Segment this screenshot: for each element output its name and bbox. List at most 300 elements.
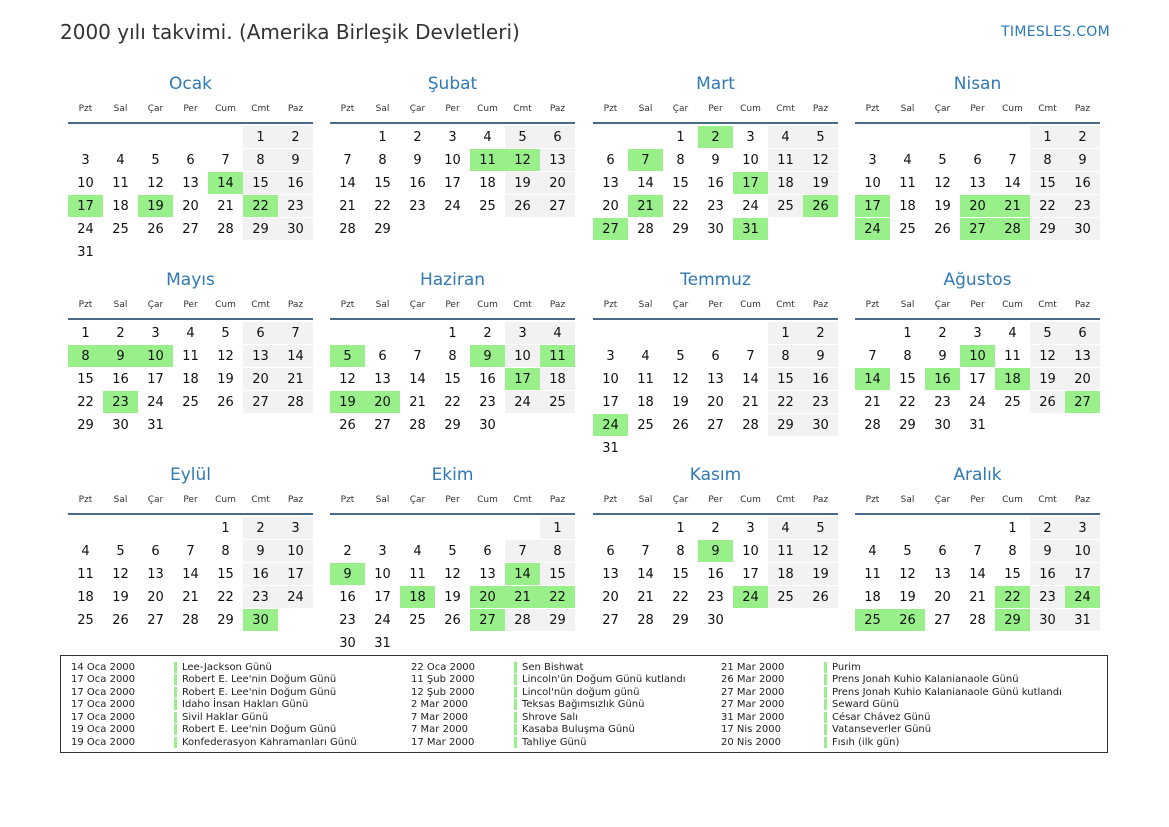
day-cell: 23	[278, 195, 313, 217]
day-cell: 10	[742, 543, 759, 559]
weekday-label: Cum	[477, 300, 498, 310]
empty-cell	[995, 126, 1030, 149]
weekday-label: Cum	[740, 495, 761, 505]
day-cell: 9	[1030, 540, 1065, 562]
day-cell: 22	[217, 589, 234, 605]
day-cell: 20	[602, 198, 619, 214]
day-cell: 5	[676, 348, 685, 364]
weekday-label: Paz	[812, 300, 829, 310]
day-cell: 6	[606, 543, 615, 559]
day-cell: 11	[637, 371, 654, 387]
weekday-label: Cmt	[1038, 104, 1057, 114]
holiday-marker	[824, 699, 827, 710]
weekday-label: Cmt	[776, 300, 795, 310]
weekday-label: Paz	[1074, 104, 1091, 114]
day-cell: 8	[676, 543, 685, 559]
weekday-label: Cmt	[776, 104, 795, 114]
day-cell: 16	[243, 563, 278, 585]
weekday-label: Çar	[672, 300, 689, 310]
holiday-day-cell: 23	[103, 391, 138, 413]
holiday-day-cell: 19	[138, 195, 173, 217]
weekday-label: Paz	[287, 104, 304, 114]
weekday-header	[68, 487, 313, 515]
day-cell: 18	[479, 175, 496, 191]
day-cell: 21	[339, 198, 356, 214]
weekday-label: Sal	[375, 104, 390, 114]
days-grid	[593, 517, 838, 632]
empty-cell	[103, 126, 138, 149]
day-cell: 18	[768, 563, 803, 585]
weekday-label: Sal	[638, 495, 653, 505]
day-cell: 15	[374, 175, 391, 191]
day-cell: 2	[413, 129, 422, 145]
weekday-label: Çar	[147, 300, 164, 310]
holiday-day-cell: 14	[505, 563, 540, 585]
weekday-label: Paz	[549, 300, 566, 310]
weekday-label: Cum	[215, 104, 236, 114]
month-calendar	[593, 463, 838, 632]
day-cell: 19	[217, 371, 234, 387]
holiday-row	[61, 724, 357, 737]
weekday-label: Çar	[934, 104, 951, 114]
day-cell: 15	[899, 371, 916, 387]
day-cell: 3	[973, 325, 982, 341]
month-name: Temmuz	[680, 270, 751, 290]
day-cell: 10	[602, 371, 619, 387]
day-cell: 15	[243, 172, 278, 194]
page-title: 2000 yılı takvimi. (Amerika Birleşik Devletleri)	[60, 20, 520, 44]
day-cell: 31	[374, 635, 391, 651]
day-cell: 1	[221, 520, 230, 536]
day-cell: 24	[77, 221, 94, 237]
day-cell: 1	[768, 322, 803, 344]
holiday-day-cell: 14	[855, 368, 890, 390]
day-cell: 19	[505, 172, 540, 194]
month-calendar	[330, 463, 575, 655]
holiday-day-cell: 24	[855, 218, 890, 240]
day-cell: 2	[803, 322, 838, 344]
day-cell: 29	[672, 221, 689, 237]
empty-cell	[400, 517, 435, 540]
days-grid	[68, 517, 313, 632]
month-name: Mayıs	[166, 270, 215, 290]
day-cell: 28	[742, 417, 759, 433]
holiday-name: Konfederasyon Kahramanları Günü	[182, 736, 357, 748]
day-cell: 25	[479, 198, 496, 214]
empty-cell	[593, 517, 628, 540]
month-calendar	[330, 268, 575, 437]
empty-cell	[925, 517, 960, 540]
empty-cell	[400, 322, 435, 345]
day-cell: 25	[540, 391, 575, 413]
day-cell: 13	[243, 345, 278, 367]
day-cell: 24	[505, 391, 540, 413]
month-calendar	[855, 463, 1100, 632]
empty-cell	[68, 126, 103, 149]
day-cell: 21	[637, 589, 654, 605]
empty-cell	[365, 322, 400, 345]
empty-cell	[698, 322, 733, 345]
holiday-day-cell: 18	[995, 368, 1030, 390]
weekday-label: Çar	[147, 495, 164, 505]
day-cell: 22	[1030, 195, 1065, 217]
month-calendar	[593, 268, 838, 460]
holiday-marker	[174, 724, 177, 735]
empty-cell	[960, 126, 995, 149]
day-cell: 28	[278, 391, 313, 413]
holiday-day-cell: 9	[330, 563, 365, 585]
holiday-day-cell: 24	[733, 586, 768, 608]
holiday-name: Fısıh (ilk gün)	[832, 736, 900, 748]
day-cell: 3	[81, 152, 90, 168]
holiday-date: 17 Nis 2000	[721, 724, 781, 736]
holiday-day-cell: 26	[803, 195, 838, 217]
holiday-date: 14 Oca 2000	[71, 661, 136, 673]
empty-cell	[365, 517, 400, 540]
holiday-name: Robert E. Lee'nin Doğum Günü	[182, 686, 337, 698]
day-cell: 5	[803, 517, 838, 539]
day-cell: 8	[1008, 543, 1017, 559]
day-cell: 3	[1065, 517, 1100, 539]
day-cell: 20	[934, 589, 951, 605]
day-cell: 6	[938, 543, 947, 559]
day-cell: 14	[637, 175, 654, 191]
holiday-row	[61, 699, 357, 712]
day-cell: 4	[768, 126, 803, 148]
days-grid	[593, 322, 838, 460]
empty-cell	[855, 126, 890, 149]
day-cell: 21	[742, 394, 759, 410]
weekday-label: Cum	[740, 104, 761, 114]
day-cell: 18	[182, 371, 199, 387]
day-cell: 29	[444, 417, 461, 433]
day-cell: 6	[151, 543, 160, 559]
weekday-label: Cmt	[776, 495, 795, 505]
days-grid	[68, 126, 313, 264]
day-cell: 20	[707, 394, 724, 410]
month-calendar	[855, 72, 1100, 241]
day-cell: 21	[278, 368, 313, 390]
day-cell: 10	[742, 152, 759, 168]
holiday-day-cell: 26	[890, 609, 925, 631]
day-cell: 5	[803, 126, 838, 148]
weekday-label: Çar	[934, 495, 951, 505]
holiday-day-cell: 11	[540, 345, 575, 367]
day-cell: 14	[637, 566, 654, 582]
day-cell: 7	[186, 543, 195, 559]
holiday-day-cell: 17	[855, 195, 890, 217]
day-cell: 29	[768, 414, 803, 436]
holiday-marker	[174, 737, 177, 748]
day-cell: 6	[378, 348, 387, 364]
weekday-label: Per	[183, 300, 198, 310]
holiday-day-cell: 16	[925, 368, 960, 390]
day-cell: 27	[707, 417, 724, 433]
day-cell: 3	[278, 517, 313, 539]
day-cell: 24	[374, 612, 391, 628]
day-cell: 2	[483, 325, 492, 341]
weekday-label: Sal	[113, 495, 128, 505]
day-cell: 28	[182, 612, 199, 628]
day-cell: 3	[606, 348, 615, 364]
weekday-label: Cum	[215, 495, 236, 505]
weekday-label: Pzt	[78, 300, 93, 310]
day-cell: 6	[711, 348, 720, 364]
weekday-label: Per	[970, 300, 985, 310]
holiday-marker	[514, 699, 517, 710]
holiday-date: 17 Oca 2000	[71, 674, 136, 686]
holiday-day-cell: 24	[593, 414, 628, 436]
holiday-day-cell: 30	[243, 609, 278, 631]
holiday-name: César Chávez Günü	[832, 711, 931, 723]
day-cell: 1	[81, 325, 90, 341]
day-cell: 10	[444, 152, 461, 168]
day-cell: 12	[1030, 345, 1065, 367]
day-cell: 27	[540, 195, 575, 217]
weekday-label: Çar	[672, 495, 689, 505]
weekday-label: Cum	[1002, 495, 1023, 505]
holiday-date: 12 Şub 2000	[411, 686, 475, 698]
day-cell: 27	[374, 417, 391, 433]
day-cell: 27	[602, 612, 619, 628]
empty-cell	[68, 517, 103, 540]
weekday-label: Per	[183, 104, 198, 114]
weekday-label: Paz	[812, 104, 829, 114]
holiday-marker	[514, 662, 517, 673]
holiday-marker	[514, 687, 517, 698]
day-cell: 4	[641, 348, 650, 364]
day-cell: 5	[938, 152, 947, 168]
empty-cell	[470, 517, 505, 540]
day-cell: 9	[413, 152, 422, 168]
day-cell: 25	[768, 586, 803, 608]
holiday-day-cell: 14	[208, 172, 243, 194]
holiday-day-cell: 28	[995, 218, 1030, 240]
weekday-label: Pzt	[603, 104, 618, 114]
day-cell: 15	[672, 566, 689, 582]
day-cell: 22	[672, 589, 689, 605]
days-grid	[855, 126, 1100, 241]
day-cell: 1	[1030, 126, 1065, 148]
empty-cell	[733, 322, 768, 345]
day-cell: 17	[602, 394, 619, 410]
site-link[interactable]: TIMESLES.COM	[1001, 24, 1110, 40]
holiday-date: 19 Oca 2000	[71, 736, 136, 748]
empty-cell	[925, 126, 960, 149]
day-cell: 23	[1065, 195, 1100, 217]
day-cell: 25	[77, 612, 94, 628]
weekday-label: Cum	[477, 104, 498, 114]
day-cell: 21	[409, 394, 426, 410]
weekday-label: Pzt	[603, 300, 618, 310]
weekday-label: Per	[970, 104, 985, 114]
month-calendar	[68, 463, 313, 632]
holiday-name: Tahliye Günü	[522, 736, 587, 748]
month-name: Haziran	[419, 270, 486, 290]
day-cell: 5	[1030, 322, 1065, 344]
weekday-label: Cmt	[1038, 495, 1057, 505]
holiday-name: Shrove Salı	[522, 711, 578, 723]
holiday-day-cell: 9	[103, 345, 138, 367]
day-cell: 10	[278, 540, 313, 562]
day-cell: 3	[151, 325, 160, 341]
day-cell: 23	[707, 589, 724, 605]
holiday-day-cell: 17	[505, 368, 540, 390]
holiday-day-cell: 22	[995, 586, 1030, 608]
day-cell: 6	[1065, 322, 1100, 344]
day-cell: 10	[1065, 540, 1100, 562]
day-cell: 2	[116, 325, 125, 341]
day-cell: 18	[112, 198, 129, 214]
holiday-day-cell: 9	[470, 345, 505, 367]
day-cell: 16	[1065, 172, 1100, 194]
day-cell: 12	[803, 149, 838, 171]
day-cell: 14	[742, 371, 759, 387]
holiday-date: 21 Mar 2000	[721, 661, 785, 673]
day-cell: 26	[505, 195, 540, 217]
day-cell: 30	[479, 417, 496, 433]
day-cell: 1	[378, 129, 387, 145]
weekday-header	[68, 96, 313, 124]
day-cell: 7	[505, 540, 540, 562]
weekday-label: Paz	[287, 300, 304, 310]
empty-cell	[173, 126, 208, 149]
days-grid	[593, 126, 838, 241]
month-name: Nisan	[953, 74, 1002, 94]
day-cell: 20	[602, 589, 619, 605]
day-cell: 29	[374, 221, 391, 237]
day-cell: 12	[147, 175, 164, 191]
holiday-day-cell: 20	[470, 586, 505, 608]
weekday-label: Pzt	[340, 300, 355, 310]
day-cell: 13	[147, 566, 164, 582]
day-cell: 9	[803, 345, 838, 367]
holiday-date: 17 Mar 2000	[411, 736, 475, 748]
weekday-header	[330, 292, 575, 320]
day-cell: 13	[540, 149, 575, 171]
empty-cell	[138, 517, 173, 540]
holiday-date: 31 Mar 2000	[721, 711, 785, 723]
holiday-day-cell: 22	[243, 195, 278, 217]
month-calendar	[68, 72, 313, 264]
day-cell: 30	[339, 635, 356, 651]
month-calendar	[593, 72, 838, 241]
holiday-day-cell: 8	[68, 345, 103, 367]
month-name: Ekim	[431, 465, 474, 485]
weekday-header	[593, 96, 838, 124]
day-cell: 1	[540, 517, 575, 539]
day-cell: 7	[221, 152, 230, 168]
day-cell: 13	[602, 566, 619, 582]
day-cell: 22	[768, 391, 803, 413]
day-cell: 23	[243, 586, 278, 608]
weekday-header	[330, 96, 575, 124]
day-cell: 30	[1065, 218, 1100, 240]
holiday-date: 26 Mar 2000	[721, 674, 785, 686]
day-cell: 5	[505, 126, 540, 148]
holiday-row	[61, 674, 357, 687]
day-cell: 31	[77, 244, 94, 260]
day-cell: 30	[707, 612, 724, 628]
day-cell: 25	[637, 417, 654, 433]
day-cell: 27	[182, 221, 199, 237]
day-cell: 30	[1030, 609, 1065, 631]
day-cell: 16	[707, 175, 724, 191]
day-cell: 2	[938, 325, 947, 341]
holiday-row	[61, 711, 357, 724]
day-cell: 5	[448, 543, 457, 559]
holiday-date: 22 Oca 2000	[411, 661, 476, 673]
day-cell: 4	[1008, 325, 1017, 341]
weekday-label: Per	[970, 495, 985, 505]
holiday-marker	[824, 724, 827, 735]
day-cell: 22	[444, 394, 461, 410]
day-cell: 4	[81, 543, 90, 559]
day-cell: 14	[1004, 175, 1021, 191]
weekday-label: Per	[183, 495, 198, 505]
day-cell: 11	[1004, 348, 1021, 364]
day-cell: 20	[1065, 368, 1100, 390]
month-name: Ağustos	[943, 270, 1012, 290]
day-cell: 22	[899, 394, 916, 410]
day-cell: 16	[707, 566, 724, 582]
day-cell: 21	[217, 198, 234, 214]
day-cell: 12	[934, 175, 951, 191]
day-cell: 28	[864, 417, 881, 433]
day-cell: 2	[1065, 126, 1100, 148]
weekday-label: Cum	[1002, 300, 1023, 310]
day-cell: 4	[903, 152, 912, 168]
day-cell: 15	[672, 175, 689, 191]
day-cell: 6	[483, 543, 492, 559]
day-cell: 8	[1030, 149, 1065, 171]
holiday-day-cell: 19	[330, 391, 365, 413]
day-cell: 23	[479, 394, 496, 410]
weekday-label: Sal	[900, 300, 915, 310]
day-cell: 4	[868, 543, 877, 559]
day-cell: 11	[899, 175, 916, 191]
days-grid	[330, 517, 575, 655]
weekday-label: Sal	[113, 300, 128, 310]
day-cell: 19	[112, 589, 129, 605]
day-cell: 25	[409, 612, 426, 628]
day-cell: 14	[969, 566, 986, 582]
holiday-day-cell: 27	[593, 218, 628, 240]
day-cell: 24	[278, 586, 313, 608]
holiday-marker	[514, 737, 517, 748]
weekday-label: Çar	[147, 104, 164, 114]
day-cell: 1	[676, 520, 685, 536]
empty-cell	[890, 517, 925, 540]
holiday-date: 17 Oca 2000	[71, 711, 136, 723]
weekday-label: Per	[708, 300, 723, 310]
day-cell: 7	[973, 543, 982, 559]
empty-cell	[628, 126, 663, 149]
day-cell: 1	[903, 325, 912, 341]
day-cell: 30	[707, 221, 724, 237]
holiday-marker	[824, 662, 827, 673]
holiday-row	[401, 661, 686, 674]
weekday-label: Pzt	[865, 300, 880, 310]
empty-cell	[330, 126, 365, 149]
holiday-name: Sivil Haklar Günü	[182, 711, 269, 723]
day-cell: 11	[409, 566, 426, 582]
day-cell: 14	[182, 566, 199, 582]
day-cell: 12	[339, 371, 356, 387]
day-cell: 25	[1004, 394, 1021, 410]
day-cell: 9	[278, 149, 313, 171]
holiday-name: Robert E. Lee'nin Doğum Günü	[182, 674, 337, 686]
